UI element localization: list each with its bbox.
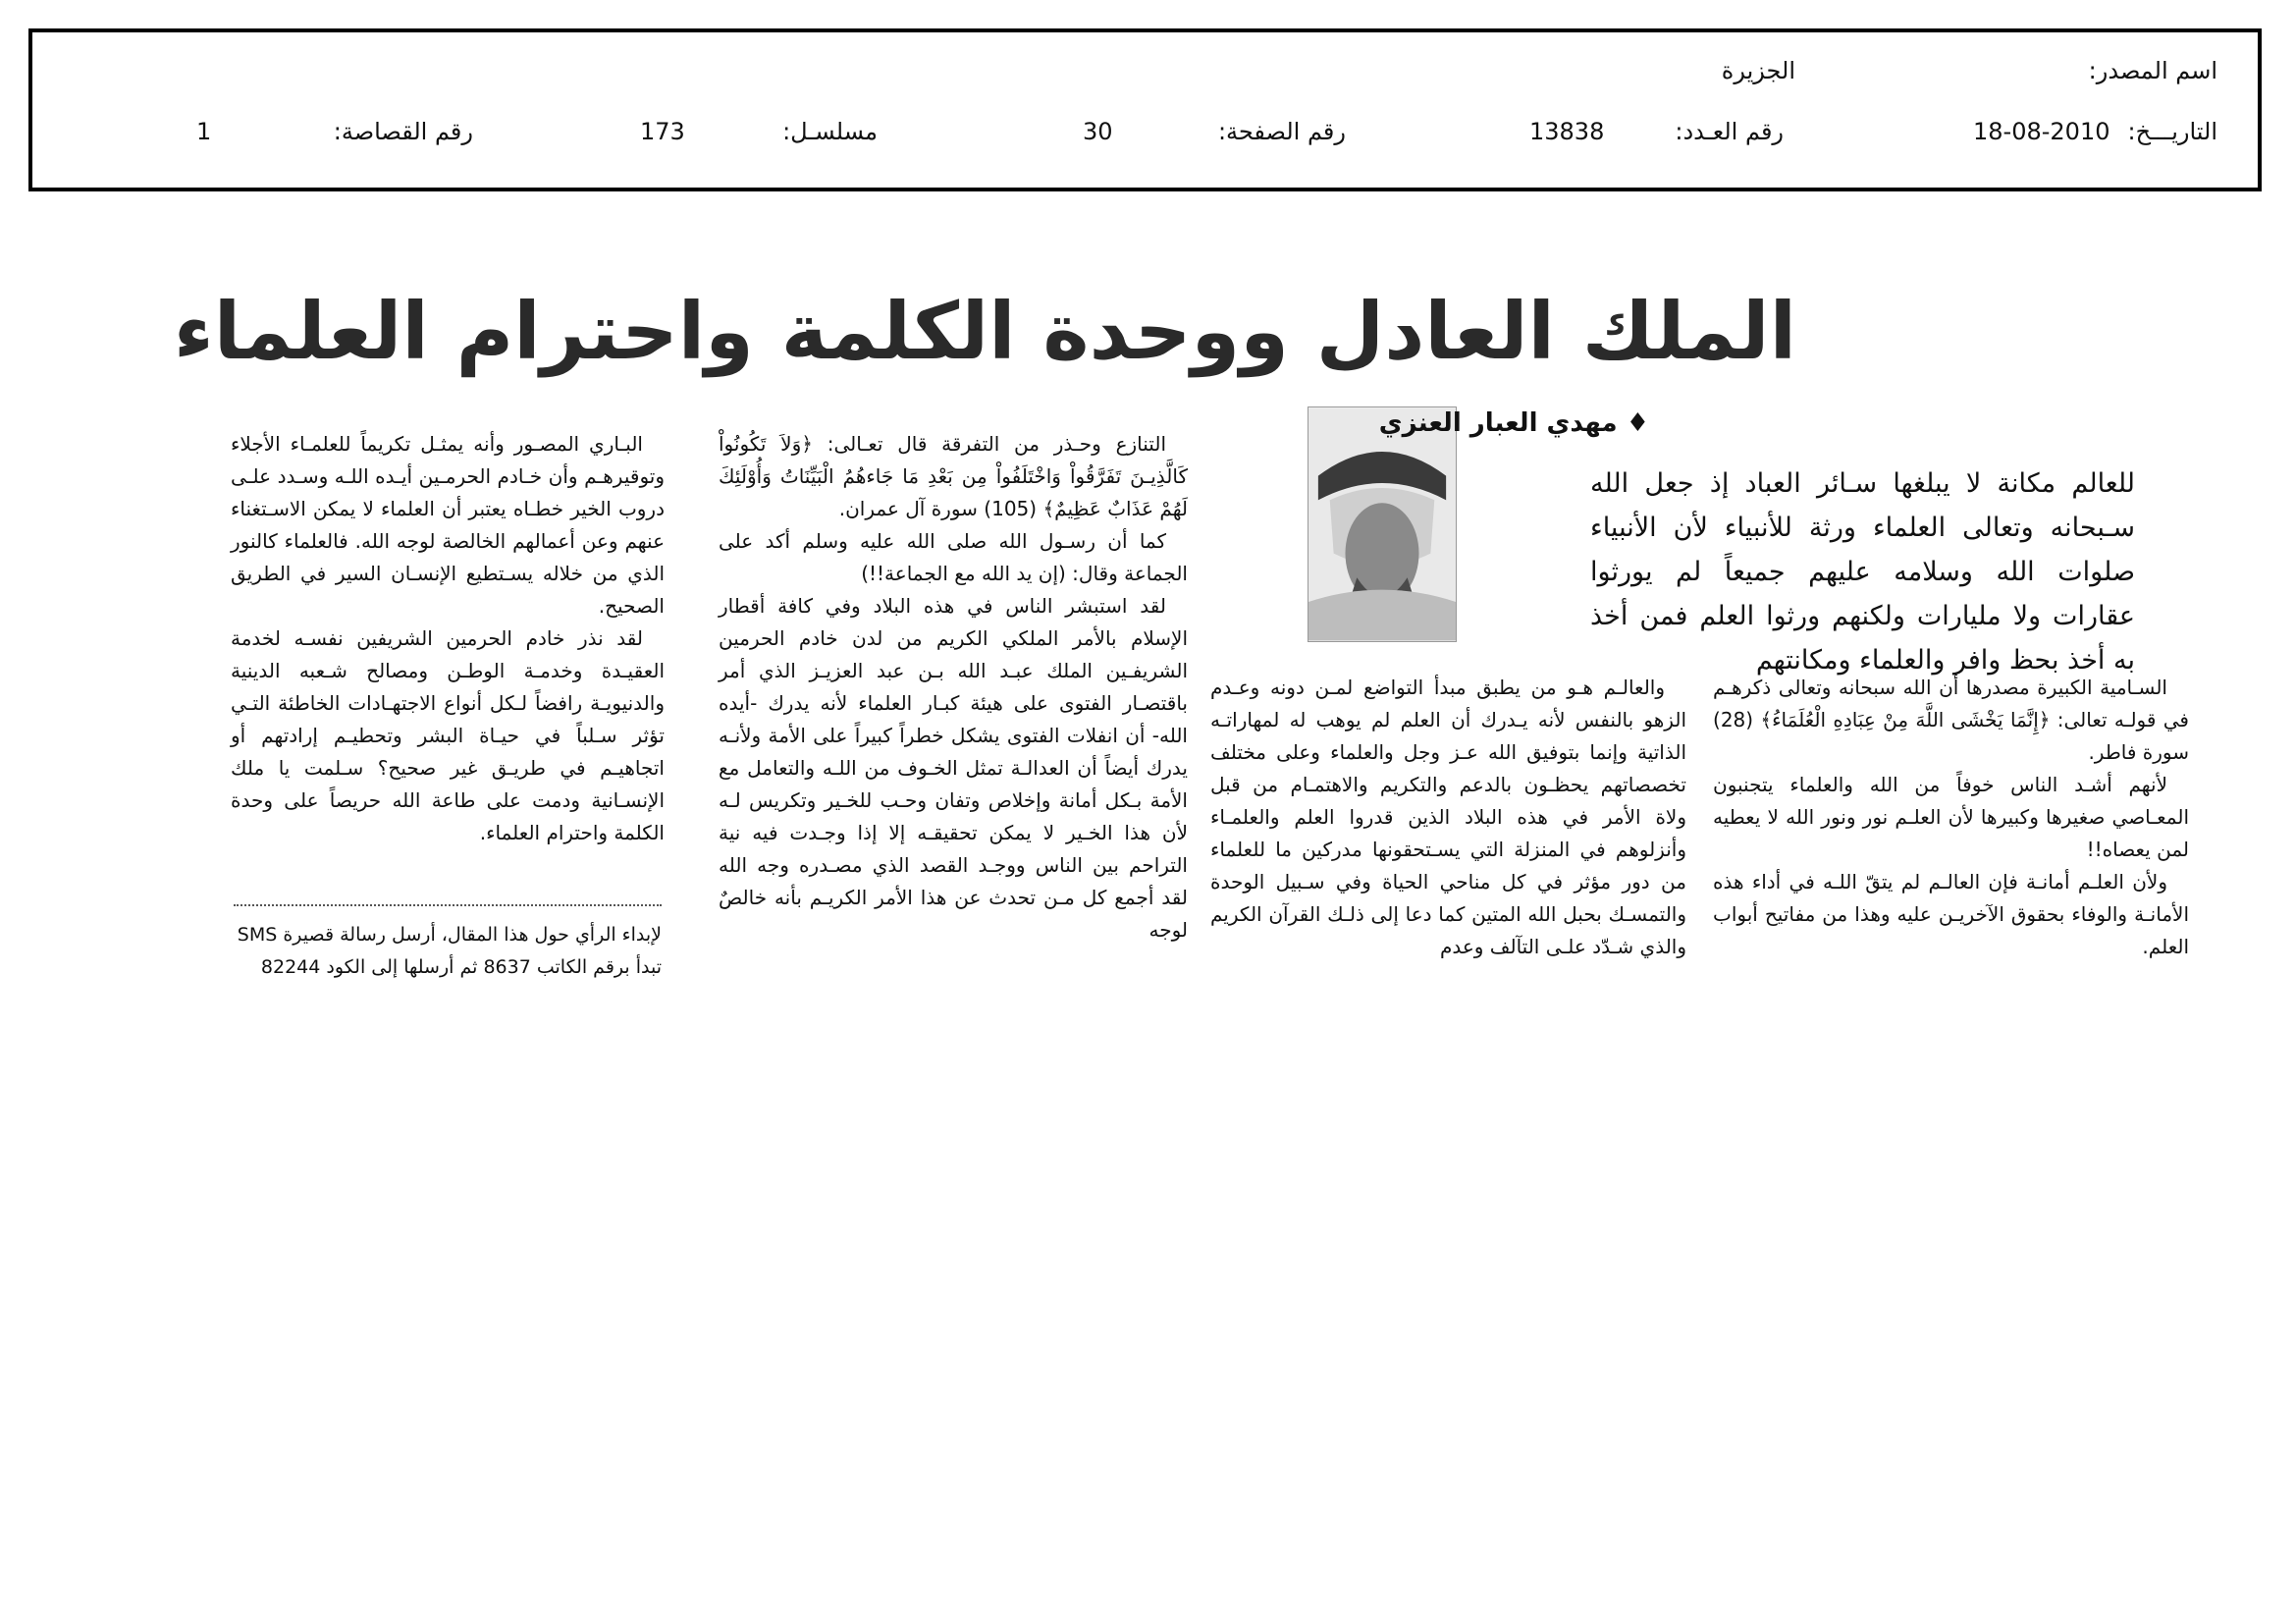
clipping-metadata-box [28,28,2262,191]
article-column-3 [719,428,1188,947]
sms-line-1: لإبداء الرأي حول هذا المقال، أرسل رسالة قصيرة SMS [237,924,662,946]
paragraph: كما أن رسـول الله صلى الله عليه وسلم أكد على الجماعة وقال: (إن يد الله مع الجماعة!!) [719,529,1188,585]
paragraph: البـاري المصـور وأنه يمثـل تكريماً للعلمـاء الأجلاء وتوقيرهـم وأن خـادم الحرمـين أيـده اللـه وسـدد علـى دروب الخير خطـاه يعتبر أن العلماء لا يمكن الاسـتغناء عنهم وعن أعمالهم الخالصة لوجه الله. فالعلماء كالنور الذي من خلاله يسـتطيع الإنسـان السير في الطريق الصحيح. [231,432,665,618]
date-label: التاريـــخ: [2127,118,2217,145]
article-column-2 [1210,672,1686,963]
issue-label: رقم العـدد: [1675,118,1784,145]
sms-divider [234,904,662,906]
article-column-4 [231,428,665,849]
page-value: 30 [1083,118,1113,145]
paragraph: لقد نذر خادم الحرمين الشريفين نفسـه لخدمة العقيـدة وخدمـة الوطـن ومصالح شـعبه الدينية والدنيويـة رافضاً لـكل أنواع الاجتهـادات الخاطئة التـي تؤثر سـلباً في حيـاة البشر وتحطيـم إرادتهم أو اتجاهيـم في طريـق غير صحيح؟ سـلمت يا ملك الإنسـانية ودمت على طاعة الله حريصاً على وحدة الكلمة واحترام العلماء. [231,626,665,844]
paragraph: لقد استبشر الناس في هذه البلاد وفي كافة أقطار الإسلام بالأمر الملكي الكريم من لدن خادم الحرمين الشريفـين الملك عبـد الله بـن عبد العزيـز الذي أمر باقتصـار الفتوى على هيئة كبـار العلماء لأنه يدرك -أيده الله- أن انفلات الفتوى يشكل خطراً كبيراً على الأمة ولأنـه يدرك أيضاً أن العدالـة تمثل الخـوف من اللـه والتعامل مع الأمة بـكل أمانة وإخلاص وتفان وحـب للخـير وتكريس لـه لأن هذا الخـير لا يمكن تحقيقـه إلا إذا وجـدت فيه نية التراحم بين الناس ووجـد القصد الذي مصـدره وجه الله لقد أجمع كل مـن تحدث عن هذا الأمر الكريـم بأنه خالصٌ لوجه [719,594,1188,942]
paragraph: والعالـم هـو من يطبق مبدأ التواضع لمـن دونه وعـدم الزهو بالنفس لأنه يـدرك أن العلم لم يوهب له لمهاراتـه الذاتية وإنما بتوفيق الله عـز وجل والعلماء وعلى مختلف تخصصاتهم يحظـون بالدعم والتكريم والاهتمـام من قبل ولاة الأمر في هذه البلاد الذين قدروا العلم والعلمـاء وأنزلوهم في المنزلة التي يسـتحقونها مدركين ما للعلماء من دور مؤثر في كل مناحي الحياة وفي سـبيل الوحدة والتمسـك بحبل الله المتين كما دعا إلى ذلـك القرآن الكريم والذي شـدّد علـى التآلف وعدم [1210,676,1686,958]
sms-line-2: تبدأ برقم الكاتب 8637 ثم أرسلها إلى الكود 82244 [260,956,662,978]
clip-number-value: 1 [196,118,212,145]
issue-value: 13838 [1529,118,1605,145]
article-column-1 [1713,672,2189,963]
page-label: رقم الصفحة: [1217,118,1346,145]
source-value: الجزيرة [1721,57,1795,84]
paragraph: لأنهم أشـد الناس خوفاً من الله والعلماء يتجنبون المعـاصي صغيرها وكبيرها لأن العلـم نور ونور الله لا يعطيه لمن يعصاه!! [1713,773,2189,861]
author-photo [1308,406,1457,642]
serial-label: مسلسـل: [782,118,878,145]
article-lead: للعالم مكانة لا يبلغها سـائر العباد إذ جعل الله سـبحانه وتعالى العلماء ورثة للأنبياء لأن الأنبياء صلوات الله وسلامه عليهم جميعاً لم يورثوا عقارات ولا مليارات ولكنهم ورثوا العلم فمن أخذ به أخذ بحظ وافر والعلماء ومكانتهم [1590,468,2135,676]
serial-value: 173 [640,118,685,145]
paragraph: السـامية الكبيرة مصدرها أن الله سبحانه وتعالى ذكرهـم في قولـه تعالى: ﴿إِنَّمَا يَخْشَى اللَّهَ مِنْ عِبَادِهِ الْعُلَمَاءُ﴾ (28) سورة فاطر. [1713,676,2189,764]
source-label: اسم المصدر: [2088,57,2217,84]
clip-number-label: رقم القصاصة: [333,118,473,145]
author-byline: ♦ مهدي العبار العنزي [1378,408,1649,438]
paragraph: ولأن العلـم أمانـة فإن العالـم لم يتقّ اللـه في أداء هذه الأمانـة والوفاء بحقوق الآخريـن عليه وهذا من مفاتيح أبواب العلم. [1713,870,2189,958]
paragraph: التنازع وحـذر من التفرقة قال تعـالى: ﴿وَلاَ تَكُونُواْ كَالَّذِيـنَ تَفَرَّقُواْ وَاخْتَلَفُواْ مِن بَعْدِ مَا جَاءهُمُ الْبَيِّنَاتُ وَأُوْلَئِكَ لَهُمْ عَذَابٌ عَظِيمٌ﴾ (105) سورة آل عمران. [719,432,1188,520]
sms-feedback-note [234,919,662,984]
author-portrait-icon [1308,407,1456,641]
article-headline: الملك العادل ووحدة الكلمة واحترام العلماء [173,286,1796,377]
date-value: 18-08-2010 [1973,118,2110,145]
